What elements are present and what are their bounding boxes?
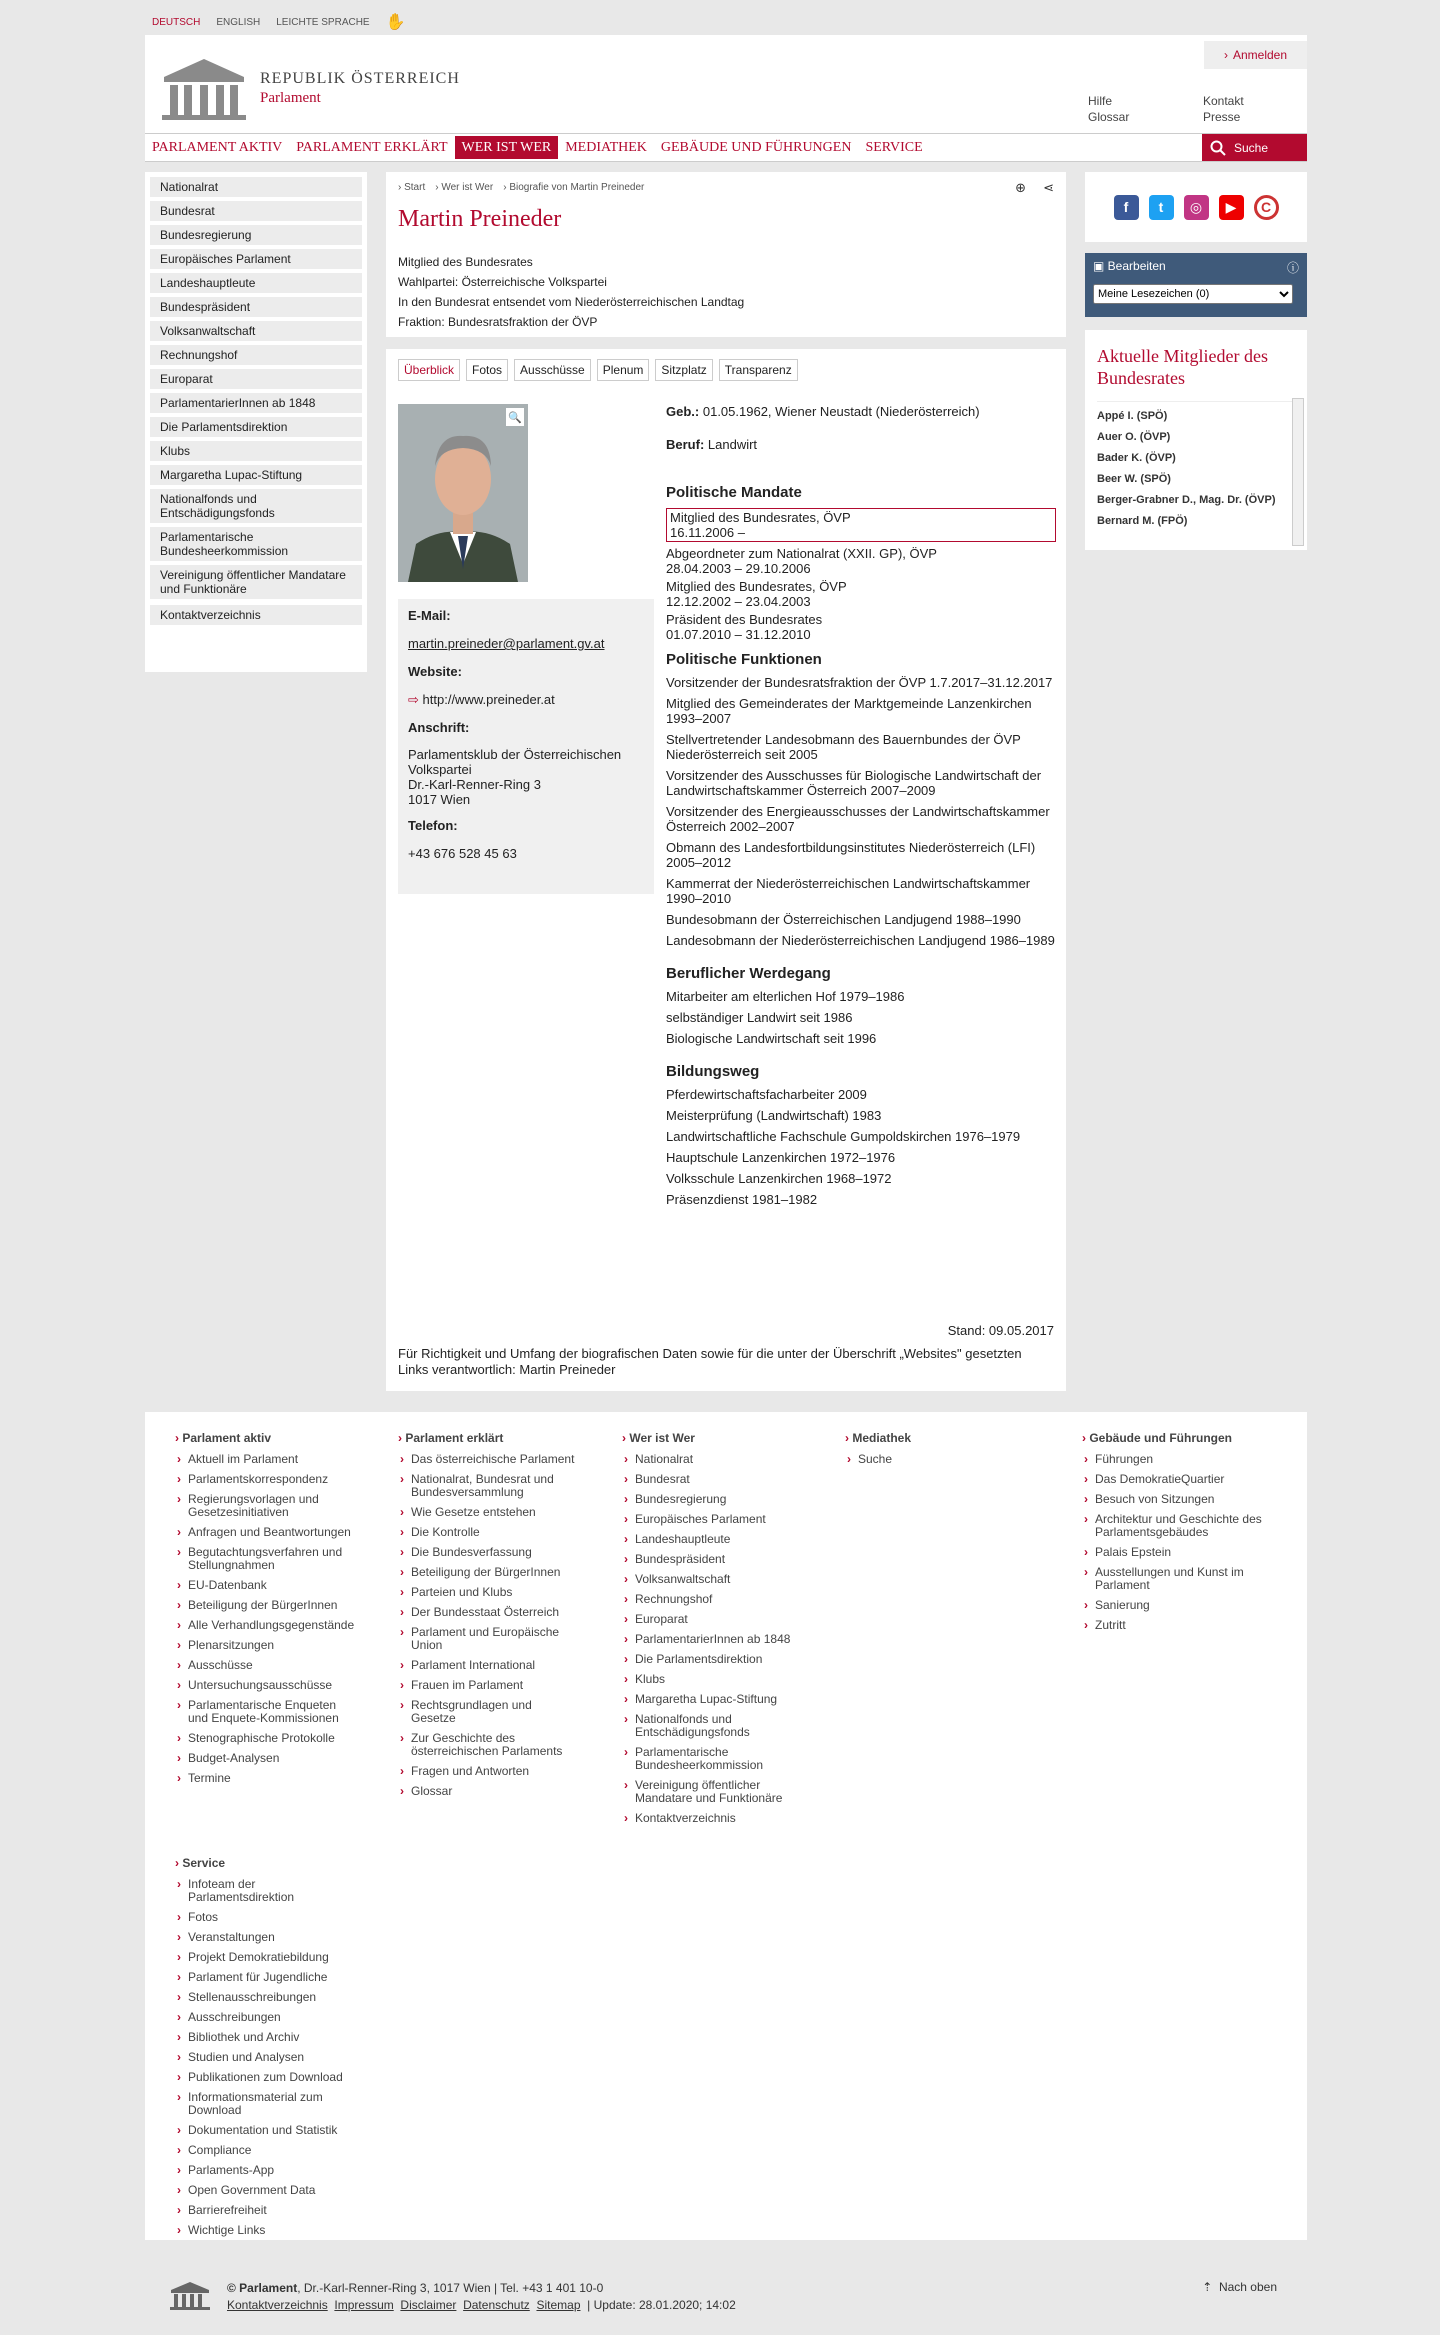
member-link[interactable]: Bader K. (ÖVP)	[1097, 452, 1176, 464]
footer-link[interactable]: › Ausschüsse	[175, 1659, 355, 1672]
login-button[interactable]: › Anmelden	[1204, 41, 1307, 69]
sidebar-item[interactable]: Die Parlamentsdirektion	[150, 417, 362, 437]
footer-link[interactable]: › Parlament und Europäische Union	[398, 1626, 578, 1652]
footer-link[interactable]: › Termine	[175, 1772, 355, 1785]
footer-link[interactable]: › Aktuell im Parlament	[175, 1453, 355, 1466]
profile-header	[386, 172, 1066, 337]
footer-link[interactable]: › Rechnungshof	[622, 1593, 802, 1606]
footer-link[interactable]: › Bibliothek und Archiv	[175, 2031, 355, 2044]
footer-heading[interactable]: › Service	[175, 1857, 355, 1870]
footer-link[interactable]: › Projekt Demokratiebildung	[175, 1951, 355, 1964]
career-entry: Mitarbeiter am elterlichen Hof 1979–1986	[666, 989, 905, 1004]
disclaimer: Für Richtigkeit und Umfang der biografischen Daten sowie für die unter der Überschrift „Websites" gesetzten Links verantwortlich: Martin Preineder	[398, 1346, 1022, 1377]
address-line: 1017 Wien	[408, 792, 471, 807]
footer-link[interactable]: › Wie Gesetze entstehen	[398, 1506, 578, 1519]
breadcrumb-item: › Biografie von Martin Preineder	[503, 182, 645, 193]
logo-subtitle: Parlament	[260, 89, 321, 106]
tab-transparenz[interactable]: Transparenz	[719, 359, 798, 381]
footer-info	[227, 2280, 736, 2314]
edit-label[interactable]: ▣ Bearbeiten	[1093, 259, 1166, 273]
footer-link[interactable]: › Parlamentskorrespondenz	[175, 1473, 355, 1486]
footer-link[interactable]: › Die Kontrolle	[398, 1526, 578, 1539]
member-link[interactable]: Appé I. (SPÖ)	[1097, 410, 1168, 422]
info-icon[interactable]: ⓘ	[1286, 261, 1299, 275]
footer-link[interactable]: › Parlaments-App	[175, 2164, 355, 2177]
sidebar-item[interactable]: Nationalrat	[150, 177, 362, 197]
footer-heading[interactable]: › Mediathek	[845, 1432, 1025, 1445]
footer-link[interactable]: › Ausstellungen und Kunst im Parlament	[1082, 1566, 1262, 1592]
footer-link[interactable]: › Veranstaltungen	[175, 1931, 355, 1944]
parliament-logo-icon	[160, 55, 248, 121]
breadcrumb-item[interactable]: › Start	[398, 182, 426, 193]
sidebar-item[interactable]: Europäisches Parlament	[150, 249, 362, 269]
bio	[666, 404, 1056, 1213]
function-entry: Vorsitzender der Bundesratsfraktion der ÖVP 1.7.2017–31.12.2017	[666, 675, 1053, 690]
footer-link[interactable]: › Suche	[845, 1453, 1025, 1466]
email-link[interactable]: martin.preineder@parlament.gv.at	[408, 636, 605, 651]
contact-box	[398, 599, 654, 894]
logo-title: REPUBLIK ÖSTERREICH	[260, 69, 460, 87]
footer-link[interactable]: › Bundespräsident	[622, 1553, 802, 1566]
footer-heading[interactable]: › Parlament erklärt	[398, 1432, 578, 1445]
sidebar-item[interactable]: Nationalfonds und Entschädigungsfonds	[150, 489, 362, 523]
footer-link[interactable]: › Frauen im Parlament	[398, 1679, 578, 1692]
footer-link[interactable]: › Untersuchungsausschüsse	[175, 1679, 355, 1692]
toplinks-right	[1203, 93, 1244, 125]
footer-link[interactable]: Kontaktverzeichnis	[227, 2298, 328, 2312]
footer-link[interactable]: › Margaretha Lupac-Stiftung	[622, 1693, 802, 1706]
functions-heading: Politische Funktionen	[666, 651, 822, 668]
sidebar-item[interactable]: Klubs	[150, 441, 362, 461]
portrait-photo[interactable]	[398, 404, 528, 582]
footer-link[interactable]: › Vereinigung öffentlicher Mandatare und Funktionäre	[622, 1779, 802, 1805]
footer-link[interactable]: › ParlamentarierInnen ab 1848	[622, 1633, 802, 1646]
footer-link[interactable]: › Nationalfonds und Entschädigungsfonds	[622, 1713, 802, 1739]
footer-link[interactable]: Disclaimer	[400, 2298, 457, 2312]
sidebar-item[interactable]: ParlamentarierInnen ab 1848	[150, 393, 362, 413]
glossary-link[interactable]: Glossar	[1088, 110, 1130, 124]
footer-link[interactable]: › Parlament für Jugendliche	[175, 1971, 355, 1984]
login-label: Anmelden	[1232, 48, 1288, 62]
search-button[interactable]	[1202, 134, 1307, 161]
bookmark-icon[interactable]: ⊕	[1015, 180, 1026, 195]
footer-link[interactable]: › Bundesrat	[622, 1473, 802, 1486]
address-label: Anschrift:	[408, 720, 470, 735]
footer-heading[interactable]: › Wer ist Wer	[622, 1432, 802, 1445]
footer-link[interactable]: › Stellenausschreibungen	[175, 1991, 355, 2004]
footer-link[interactable]: › Informationsmaterial zum Download	[175, 2091, 355, 2117]
tab-ausschuesse[interactable]: Ausschüsse	[514, 359, 591, 381]
nav-gebaeude[interactable]: GEBÄUDE UND FÜHRUNGEN	[660, 139, 852, 155]
footer-link[interactable]: › Ausschreibungen	[175, 2011, 355, 2024]
page-title: Martin Preineder	[398, 206, 562, 232]
meta-line: Wahlpartei: Österreichische Volkspartei	[398, 275, 607, 289]
sidebar-item[interactable]: Bundesrat	[150, 201, 362, 221]
member-link[interactable]: Auer O. (ÖVP)	[1097, 431, 1171, 443]
function-entry: Vorsitzender des Energieausschusses der Landwirtschaftskammer Österreich 2002–2007	[666, 804, 1050, 834]
footer-link[interactable]: › Bundesregierung	[622, 1493, 802, 1506]
logo[interactable]	[160, 55, 460, 121]
member-link[interactable]: Bernard M. (FPÖ)	[1097, 515, 1188, 527]
footer-link[interactable]: › Fotos	[175, 1911, 355, 1924]
share-icon[interactable]: ⋖	[1043, 180, 1054, 195]
footer-link[interactable]: › Dokumentation und Statistik	[175, 2124, 355, 2137]
meta-line: In den Bundesrat entsendet vom Niederösterreichischen Landtag	[398, 295, 745, 309]
address-line: , Dr.-Karl-Renner-Ring 3, 1017 Wien | Tel. +43 1 401 10-0	[297, 2281, 604, 2295]
education-entry: Meisterprüfung (Landwirtschaft) 1983	[666, 1108, 882, 1123]
member-link[interactable]: Berger-Grabner D., Mag. Dr. (ÖVP)	[1097, 494, 1276, 506]
function-entry: Stellvertretender Landesobmann des Bauernbundes der ÖVP Niederösterreich seit 2005	[666, 732, 1021, 762]
nav-parlament-aktiv[interactable]: PARLAMENT AKTIV	[152, 139, 283, 155]
function-entry: Bundesobmann der Österreichischen Landjugend 1988–1990	[666, 912, 1021, 927]
facebook-icon[interactable]: f	[1114, 195, 1139, 220]
header	[145, 35, 1307, 162]
footer-link[interactable]: › Stenographische Protokolle	[175, 1732, 355, 1745]
function-entry: Obmann des Landesfortbildungsinstitutes Niederösterreich (LFI) 2005–2012	[666, 840, 1036, 870]
sidebar-item[interactable]: Europarat	[150, 369, 362, 389]
nav-mediathek[interactable]: MEDIATHEK	[565, 139, 647, 155]
youtube-icon[interactable]: ▶	[1219, 195, 1244, 220]
bookmarks-select[interactable]	[1093, 284, 1293, 304]
lang-en[interactable]: ENGLISH	[216, 16, 261, 28]
sidebar-item[interactable]: Bundespräsident	[150, 297, 362, 317]
footer-link[interactable]: › Zutritt	[1082, 1619, 1262, 1632]
footer-link[interactable]: › Wichtige Links	[175, 2224, 355, 2237]
footer-link[interactable]: › Parlamentarische Enqueten und Enquete-Kommissionen	[175, 1699, 355, 1725]
footer	[145, 1412, 1307, 2240]
footer-link[interactable]: Sitemap	[536, 2298, 581, 2312]
footer-link[interactable]: › Zur Geschichte des österreichischen Parlaments	[398, 1732, 578, 1758]
twitter-icon[interactable]: t	[1149, 195, 1174, 220]
footer-col-gebaeude	[1082, 1432, 1262, 1639]
birth: Geb.: 01.05.1962, Wiener Neustadt (Niederösterreich)	[666, 404, 980, 419]
footer-link[interactable]: › Das DemokratieQuartier	[1082, 1473, 1262, 1486]
mandate-entry: Präsident des Bundesrates 01.07.2010 – 31.12.2010	[666, 612, 823, 642]
member-link[interactable]: Beer W. (SPÖ)	[1097, 473, 1171, 485]
footer-link[interactable]: › Europarat	[622, 1613, 802, 1626]
lang-easy[interactable]: LEICHTE SPRACHE	[276, 16, 370, 28]
members-list	[1097, 401, 1297, 536]
education-heading: Bildungsweg	[666, 1063, 760, 1080]
sidebar-item[interactable]: Vereinigung öffentlicher Mandatare und Funktionäre	[150, 565, 362, 599]
footer-link[interactable]: › Beteiligung der BürgerInnen	[175, 1599, 355, 1612]
footer-link[interactable]: › Barrierefreiheit	[175, 2204, 355, 2217]
app-icon[interactable]: C	[1254, 195, 1279, 220]
education-entry: Volksschule Lanzenkirchen 1968–1972	[666, 1171, 892, 1186]
sidebar-item[interactable]: Parlamentarische Bundesheerkommission	[150, 527, 362, 561]
footer-link[interactable]: Impressum	[334, 2298, 394, 2312]
website-url: http://www.preineder.at	[422, 692, 555, 707]
footer-link[interactable]: › Budget-Analysen	[175, 1752, 355, 1765]
external-link-icon: ⇨	[408, 692, 419, 707]
footer-link[interactable]: › Sanierung	[1082, 1599, 1262, 1612]
footer-link[interactable]: › Anfragen und Beantwortungen	[175, 1526, 355, 1539]
mandate-entry: Abgeordneter zum Nationalrat (XXII. GP), ÖVP 28.04.2003 – 29.10.2006	[666, 546, 937, 576]
function-entry: Vorsitzender des Ausschusses für Biologische Landwirtschaft der Landwirtschaftskammer Österreich 2007–2009	[666, 768, 1042, 798]
stand-date: Stand: 09.05.2017	[947, 1323, 1054, 1338]
nav-service[interactable]: SERVICE	[865, 139, 923, 155]
toplinks-left	[1088, 93, 1129, 125]
footer-heading[interactable]: › Parlament aktiv	[175, 1432, 355, 1445]
profile-body	[386, 349, 1066, 1391]
language-bar	[152, 12, 406, 32]
sidebar-item[interactable]: Margaretha Lupac-Stiftung	[150, 465, 362, 485]
mandate-entry: Mitglied des Bundesrates, ÖVP 16.11.2006 –	[666, 508, 1056, 542]
footer-link[interactable]: › Publikationen zum Download	[175, 2071, 355, 2084]
footer-link[interactable]: › Parlament International	[398, 1659, 578, 1672]
footer-col-parlament-aktiv	[175, 1432, 355, 1792]
nav-wer-ist-wer[interactable]: WER IST WER	[455, 136, 559, 159]
footer-link[interactable]: › Kontaktverzeichnis	[622, 1812, 802, 1825]
footer-link[interactable]: › Die Bundesverfassung	[398, 1546, 578, 1559]
search-label: Suche	[1234, 140, 1269, 155]
members-title: Aktuelle Mitglieder des Bundesrates	[1097, 346, 1268, 388]
footer-link[interactable]: › Volksanwaltschaft	[622, 1573, 802, 1586]
footer-link[interactable]: › Glossar	[398, 1785, 578, 1798]
bottom-bar	[145, 2255, 1307, 2315]
footer-link[interactable]: › Fragen und Antworten	[398, 1765, 578, 1778]
breadcrumb	[398, 182, 644, 193]
profession: Beruf: Landwirt	[666, 437, 758, 452]
function-entry: Landesobmann der Niederösterreichischen Landjugend 1986–1989	[666, 933, 1055, 948]
nav-parlament-erklaert[interactable]: PARLAMENT ERKLÄRT	[296, 139, 448, 155]
footer-link[interactable]: › Nationalrat, Bundesrat und Bundesversammlung	[398, 1473, 578, 1499]
social-links	[1085, 172, 1307, 242]
address	[408, 747, 644, 807]
function-entry: Kammerrat der Niederösterreichischen Landwirtschaftskammer 1990–2010	[666, 876, 1031, 906]
website-link[interactable]	[408, 691, 644, 709]
sidebar	[145, 172, 367, 672]
phone-label: Telefon:	[408, 818, 458, 833]
arrow-up-icon: ⇡	[1202, 2280, 1213, 2294]
tab-plenum[interactable]: Plenum	[597, 359, 650, 381]
footer-link[interactable]: › Architektur und Geschichte des Parlamentsgebäudes	[1082, 1513, 1262, 1539]
footer-link[interactable]: › Studien und Analysen	[175, 2051, 355, 2064]
address-line: Dr.-Karl-Renner-Ring 3	[408, 777, 541, 792]
education-entry: Landwirtschaftliche Fachschule Gumpoldskirchen 1976–1979	[666, 1129, 1021, 1144]
sidebar-item[interactable]: Bundesregierung	[150, 225, 362, 245]
footer-link[interactable]: › Open Government Data	[175, 2184, 355, 2197]
footer-col-service	[175, 1857, 355, 2244]
footer-link[interactable]: › Palais Epstein	[1082, 1546, 1262, 1559]
sidebar-item[interactable]: Landeshauptleute	[150, 273, 362, 293]
footer-link[interactable]: › Parteien und Klubs	[398, 1586, 578, 1599]
tab-ueberblick[interactable]: Überblick	[398, 359, 460, 381]
footer-link[interactable]: › Parlamentarische Bundesheerkommission	[622, 1746, 802, 1772]
contact-link[interactable]: Kontakt	[1203, 94, 1244, 108]
breadcrumb-item[interactable]: › Wer ist Wer	[435, 182, 494, 193]
mandate-entry: Mitglied des Bundesrates, ÖVP 12.12.2002 – 23.04.2003	[666, 579, 847, 609]
members-scrollbar[interactable]	[1292, 398, 1304, 546]
main-nav	[145, 133, 1307, 162]
footer-link[interactable]: › Infoteam der Parlamentsdirektion	[175, 1878, 355, 1904]
footer-link[interactable]: › Nationalrat	[622, 1453, 802, 1466]
footer-link[interactable]: › Führungen	[1082, 1453, 1262, 1466]
mandates-heading: Politische Mandate	[666, 484, 802, 501]
meta-line: Mitglied des Bundesrates	[398, 255, 533, 269]
press-link[interactable]: Presse	[1203, 110, 1241, 124]
footer-link[interactable]: › Besuch von Sitzungen	[1082, 1493, 1262, 1506]
footer-link[interactable]: › Landeshauptleute	[622, 1533, 802, 1546]
email-label: E-Mail:	[408, 608, 451, 623]
footer-link[interactable]: › Das österreichische Parlament	[398, 1453, 578, 1466]
sidebar-item[interactable]: Volksanwaltschaft	[150, 321, 362, 341]
tabs	[398, 359, 798, 381]
sign-language-icon[interactable]: ✋	[385, 14, 406, 31]
footer-heading[interactable]: › Gebäude und Führungen	[1082, 1432, 1262, 1445]
phone-number: +43 676 528 45 63	[408, 846, 517, 861]
footer-link[interactable]: › Der Bundesstaat Österreich	[398, 1606, 578, 1619]
footer-link[interactable]: › Begutachtungsverfahren und Stellungnahmen	[175, 1546, 355, 1572]
sidebar-item[interactable]: Kontaktverzeichnis	[150, 605, 362, 625]
parliament-logo-small-icon	[169, 2280, 211, 2310]
footer-link[interactable]: › Klubs	[622, 1673, 802, 1686]
footer-link[interactable]: › Die Parlamentsdirektion	[622, 1653, 802, 1666]
website-label: Website:	[408, 664, 462, 679]
education-entry: Präsenzdienst 1981–1982	[666, 1192, 818, 1207]
footer-col-mediathek	[845, 1432, 1025, 1473]
instagram-icon[interactable]: ◎	[1184, 195, 1209, 220]
copyright: © Parlament	[227, 2281, 298, 2295]
help-link[interactable]: Hilfe	[1088, 94, 1113, 108]
footer-link[interactable]: Datenschutz	[463, 2298, 530, 2312]
education-entry: Hauptschule Lanzenkirchen 1972–1976	[666, 1150, 896, 1165]
zoom-icon[interactable]: 🔍	[506, 408, 524, 426]
footer-link[interactable]: › Europäisches Parlament	[622, 1513, 802, 1526]
tab-fotos[interactable]: Fotos	[466, 359, 508, 381]
footer-link[interactable]: › Compliance	[175, 2144, 355, 2157]
footer-link[interactable]: › Plenarsitzungen	[175, 1639, 355, 1652]
career-entry: Biologische Landwirtschaft seit 1996	[666, 1031, 877, 1046]
bookmarks-panel	[1085, 253, 1307, 317]
footer-link[interactable]: › EU-Datenbank	[175, 1579, 355, 1592]
footer-link[interactable]: › Beteiligung der BürgerInnen	[398, 1566, 578, 1579]
function-entry: Mitglied des Gemeinderates der Marktgemeinde Lanzenkirchen 1993–2007	[666, 696, 1032, 726]
footer-link[interactable]: › Regierungsvorlagen und Gesetzesinitiativen	[175, 1493, 355, 1519]
career-heading: Beruflicher Werdegang	[666, 965, 831, 982]
footer-link[interactable]: › Rechtsgrundlagen und Gesetze	[398, 1699, 578, 1725]
members-panel	[1085, 330, 1307, 550]
back-to-top-button[interactable]: ⇡ Nach oben	[1202, 2280, 1277, 2294]
update-date: | Update: 28.01.2020; 14:02	[587, 2298, 736, 2312]
person-meta	[398, 252, 744, 332]
lang-de[interactable]: DEUTSCH	[152, 16, 201, 28]
address-line: Parlamentsklub der Österreichischen Volkspartei	[408, 747, 622, 777]
education-entry: Pferdewirtschaftsfacharbeiter 2009	[666, 1087, 867, 1102]
sidebar-item[interactable]: Rechnungshof	[150, 345, 362, 365]
tab-sitzplatz[interactable]: Sitzplatz	[655, 359, 712, 381]
footer-col-wer-ist-wer	[622, 1432, 802, 1832]
portrait-image	[398, 404, 528, 582]
footer-link[interactable]: › Alle Verhandlungsgegenstände	[175, 1619, 355, 1632]
search-icon	[1210, 140, 1226, 156]
meta-line: Fraktion: Bundesratsfraktion der ÖVP	[398, 315, 598, 329]
footer-col-parlament-erklaert	[398, 1432, 578, 1805]
career-entry: selbständiger Landwirt seit 1986	[666, 1010, 853, 1025]
